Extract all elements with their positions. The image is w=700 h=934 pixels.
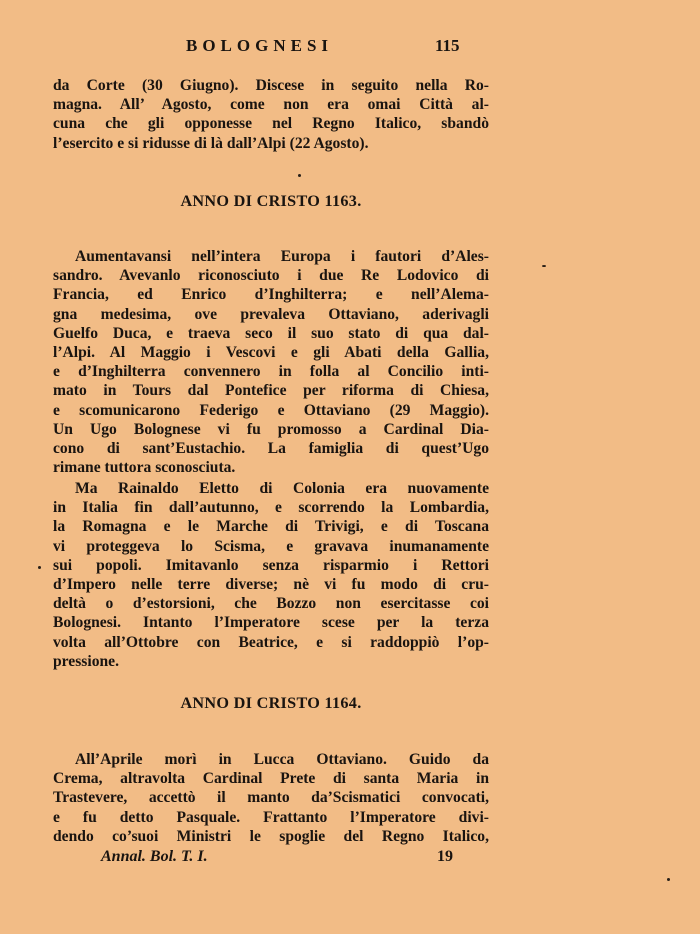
signature-mark: Annal. Bol. T. I. [101, 848, 208, 865]
text-line: magna. All’ Agosto, come non era omai Città al- [53, 96, 489, 114]
text-line: Un Ugo Bolognese vi fu promosso a Cardinal Dia- [53, 420, 489, 438]
paragraph-1163-first [53, 247, 489, 477]
sheet-number: 19 [437, 848, 453, 865]
text-line: mato in Tours dal Pontefice per riforma di Chiesa, [53, 382, 489, 400]
text-line: Guelfo Duca, e traeva seco il suo stato di qua dal- [53, 324, 489, 342]
section-heading-1163: ANNO DI CRISTO 1163. [180, 192, 362, 210]
text-line: Aumentavansi nell’intera Europa i fautori d’Ales- [75, 248, 489, 265]
text-line: deltà o d’estorsioni, che Bozzo non esercitasse coi [53, 595, 489, 613]
text-line: pressione. [53, 652, 119, 670]
ink-speck [542, 265, 546, 267]
text-line: cono di sant’Eustachio. La famiglia di quest’Ugo [53, 440, 489, 458]
text-line: Bolognesi. Intanto l’Imperatore scese per la terza [53, 614, 489, 632]
text-line: in Italia fin dall’autunno, e scorrendo la Lombardia, [53, 499, 489, 517]
text-line: e scomunicarono Federigo e Ottaviano (29 Maggio). [53, 401, 489, 419]
text-line: da Corte (30 Giugno). Discese in seguito nella Ro- [53, 77, 489, 94]
text-line: sui popoli. Imitavanlo senza risparmio i Rettori [53, 556, 489, 574]
ink-speck [38, 566, 41, 569]
continuation-paragraph [53, 76, 489, 153]
text-line: Ma Rainaldo Eletto di Colonia era nuovamente [75, 480, 489, 497]
text-line: rimane tuttora sconosciuta. [53, 459, 236, 477]
text-line: gna medesima, ove prevaleva Ottaviano, aderivagli [53, 305, 489, 323]
running-title: BOLOGNESI [186, 36, 334, 55]
ink-speck [667, 878, 670, 881]
text-line: vi proteggeva lo Scisma, e gravava inumanamente [53, 537, 489, 555]
text-line: volta all’Ottobre con Beatrice, e si raddoppiò l’op- [53, 633, 489, 651]
text-line: sandro. Avevanlo riconosciuto i due Re Lodovico di [53, 267, 489, 285]
text-line: Trastevere, accettò il manto da’Scismatici convocati, [53, 789, 489, 807]
text-line: l’Alpi. Al Maggio i Vescovi e gli Abati della Gallia, [53, 344, 489, 362]
text-line: Francia, ed Enrico d’Inghilterra; e nell’Alema- [53, 286, 489, 304]
paragraph-1163-second [53, 479, 489, 671]
text-line: e fu detto Pasquale. Frattanto l’Imperatore divi- [53, 808, 489, 826]
ink-speck [298, 174, 301, 177]
paragraph-1164-first [53, 750, 489, 846]
text-line: cuna che gli opponesse nel Regno Italico, sbandò [53, 115, 489, 133]
section-heading-1164: ANNO DI CRISTO 1164. [180, 694, 362, 712]
running-head [0, 36, 700, 62]
text-line: e d’Inghilterra convennero in folla al Concilio inti- [53, 363, 489, 381]
text-line: Crema, altravolta Cardinal Prete di santa Maria in [53, 770, 489, 788]
text-line: All’Aprile morì in Lucca Ottaviano. Guido da [75, 751, 489, 768]
text-line: la Romagna e le Marche di Trivigi, e di Toscana [53, 518, 489, 536]
text-line: l’esercito e si ridusse di là dall’Alpi (22 Agosto). [53, 134, 369, 152]
page-number: 115 [435, 36, 460, 55]
page-footer [0, 848, 700, 870]
text-line: d’Impero nelle terre diverse; nè vi fu modo di cru- [53, 576, 489, 594]
text-line: dendo co’suoi Ministri le spoglie del Regno Italico, [53, 827, 489, 845]
